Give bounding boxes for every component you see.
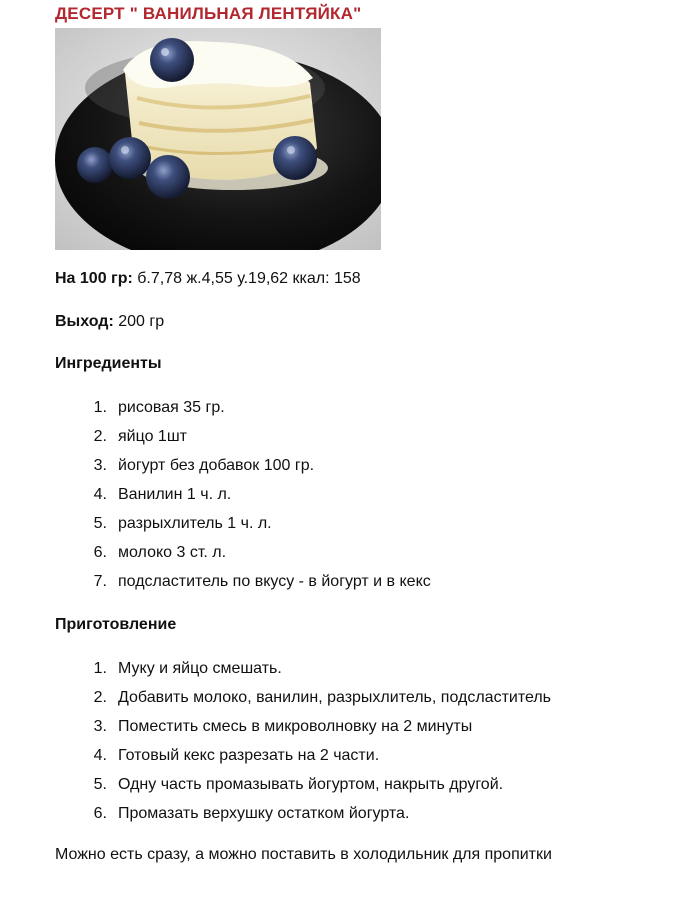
item-text: Одну часть промазывать йогуртом, накрыть другой. — [118, 776, 504, 793]
list-item — [55, 509, 431, 538]
list-item — [55, 683, 551, 712]
preparation-list — [55, 654, 551, 828]
item-text: молоко 3 ст. л. — [118, 544, 227, 561]
list-item — [55, 451, 431, 480]
dessert-illustration — [55, 28, 381, 250]
recipe-title: ДЕСЕРТ " ВАНИЛЬНАЯ ЛЕНТЯЙКА" — [55, 4, 362, 23]
preparation-heading: Приготовление — [55, 616, 177, 633]
footer-note: Можно есть сразу, а можно поставить в холодильник для пропитки — [55, 846, 552, 863]
item-text: Ванилин 1 ч. л. — [118, 486, 232, 503]
item-number: 2. — [93, 428, 107, 445]
yield-label: Выход: — [55, 313, 114, 330]
nutrition-label: На 100 гр: — [55, 270, 133, 287]
list-item — [55, 538, 431, 567]
nutrition-value: б.7,78 ж.4,55 у.19,62 ккал: 158 — [137, 270, 361, 287]
list-item — [55, 654, 551, 683]
item-number: 4. — [93, 747, 107, 764]
yield-line — [55, 313, 164, 331]
list-item — [55, 712, 551, 741]
item-text: Готовый кекс разрезать на 2 части. — [118, 747, 380, 764]
ingredients-list — [55, 393, 431, 596]
list-item — [55, 567, 431, 596]
item-number: 6. — [93, 544, 107, 561]
item-number: 5. — [93, 515, 107, 532]
list-item — [55, 480, 431, 509]
item-text: йогурт без добавок 100 гр. — [118, 457, 315, 474]
list-item — [55, 422, 431, 451]
list-item — [55, 741, 551, 770]
item-text: Промазать верхушку остатком йогурта. — [118, 805, 410, 822]
ingredients-heading: Ингредиенты — [55, 355, 162, 372]
nutrition-line — [55, 270, 361, 288]
item-number: 1. — [93, 399, 107, 416]
item-text: Добавить молоко, ванилин, разрыхлитель, подсластитель — [118, 689, 552, 706]
item-number: 2. — [93, 689, 107, 706]
item-text: рисовая 35 гр. — [118, 399, 225, 416]
item-number: 1. — [93, 660, 107, 677]
list-item — [55, 393, 431, 422]
item-number: 7. — [93, 573, 107, 590]
dessert-photo — [55, 28, 381, 250]
item-text: Муку и яйцо смешать. — [118, 660, 282, 677]
item-number: 3. — [93, 718, 107, 735]
item-number: 3. — [93, 457, 107, 474]
item-text: подсластитель по вкусу - в йогурт и в кекс — [118, 573, 431, 590]
item-number: 5. — [93, 776, 107, 793]
yield-value: 200 гр — [118, 313, 165, 330]
item-number: 4. — [93, 486, 107, 503]
item-text: Поместить смесь в микроволновку на 2 минуты — [118, 718, 473, 735]
list-item — [55, 799, 551, 828]
list-item — [55, 770, 551, 799]
item-text: разрыхлитель 1 ч. л. — [118, 515, 272, 532]
item-number: 6. — [93, 805, 107, 822]
item-text: яйцо 1шт — [118, 428, 187, 445]
